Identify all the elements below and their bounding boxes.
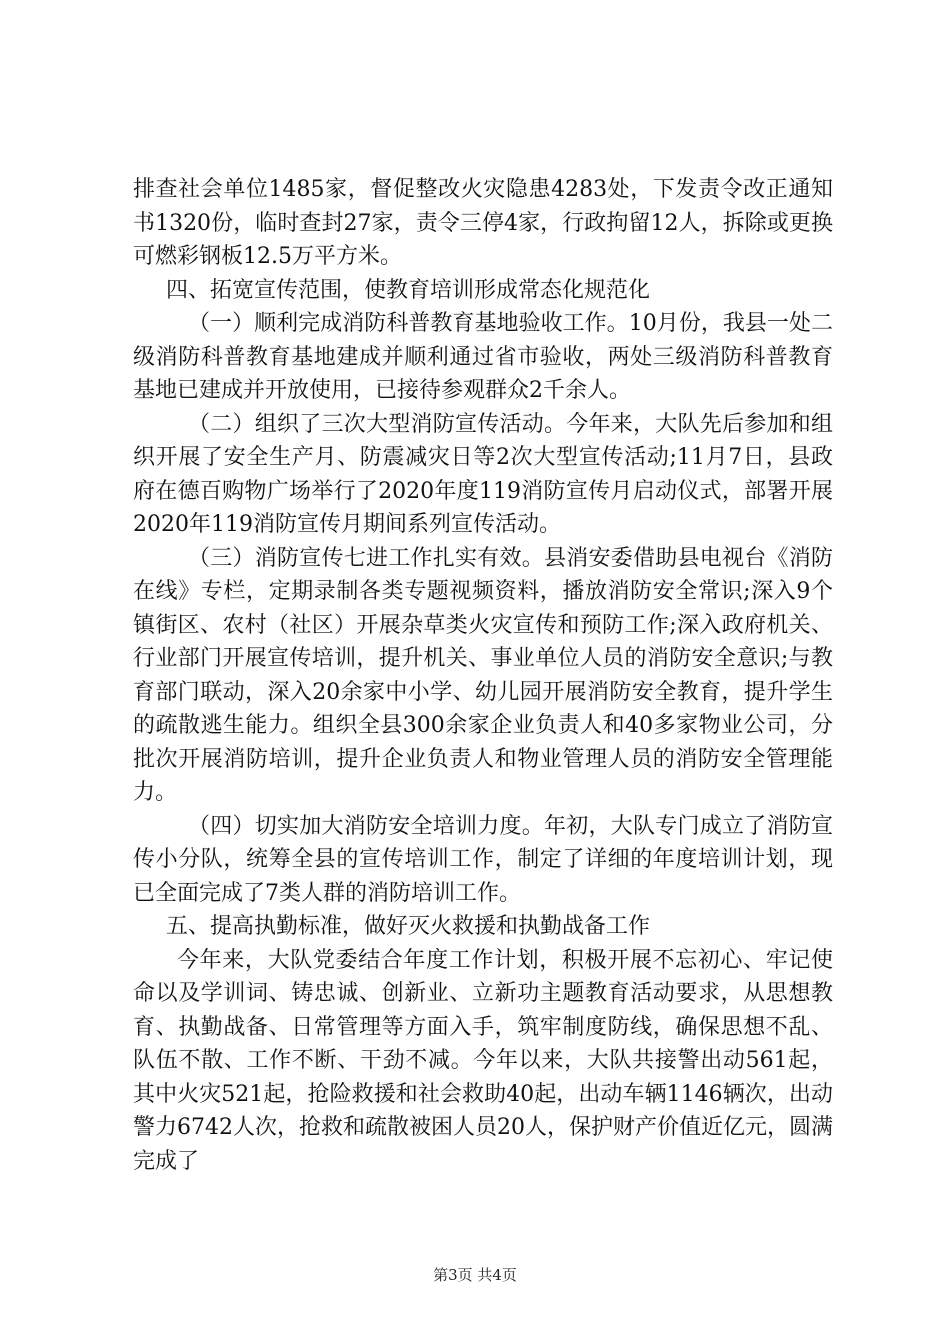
section-heading-duty: 五、提高执勤标准，做好灭火救援和执勤战备工作 bbox=[166, 914, 651, 939]
paragraph-education-base: （一）顺利完成消防科普教育基地验收工作。10月份，我县一处二级消防科普教育基地建成并顺利通过省市验收，两处三级消防科普教育基地已建成并开放使用，已接待参观群众2千余人。 bbox=[133, 311, 833, 403]
document-body bbox=[133, 173, 833, 1178]
paragraph-seven-entries: （三）消防宣传七进工作扎实有效。县消安委借助县电视台《消防在线》专栏，定期录制各类专题视频资料，播放消防安全常识;深入9个镇街区、农村（社区）开展杂草类火灾宣传和预防工作;深入政府机关、行业部门开展宣传培训，提升机关、事业单位人员的消防安全意识;与教育部门联动，深入20余家中小学、幼儿园开展消防安全教育，提升学生的疏散逃生能力。组织全县300余家企业负责人和40多家物业公司，分批次开展消防培训，提升企业负责人和物业管理人员的消防安全管理能力。 bbox=[133, 545, 833, 805]
paragraph-publicity-campaigns: （二）组织了三次大型消防宣传活动。今年来，大队先后参加和组织开展了安全生产月、防震减灾日等2次大型宣传活动;11月7日，县政府在德百购物广场举行了2020年度119消防宣传月启动仪式，部署开展2020年119消防宣传月期间系列宣传活动。 bbox=[133, 411, 833, 537]
paragraph-training: （四）切实加大消防安全培训力度。年初，大队专门成立了消防宣传小分队，统筹全县的宣传培训工作，制定了详细的年度培训计划，现已全面完成了7类人群的消防培训工作。 bbox=[133, 813, 833, 906]
paragraph-duty-summary: 今年来，大队党委结合年度工作计划，积极开展不忘初心、牢记使命以及学训词、铸忠诚、创新业、立新功主题教育活动要求，从思想教育、执勤战备、日常管理等方面入手，筑牢制度防线，确保思想不乱、队伍不散、工作不断、干劲不减。今年以来，大队共接警出动561起，其中火灾521起，抢险救援和社会救助40起，出动车辆1146辆次，出动警力6742人次，抢救和疏散被困人员20人，保护财产价值近亿元，圆满完成了 bbox=[133, 947, 833, 1174]
page-footer: 第3页 共4页 bbox=[433, 1266, 517, 1284]
section-heading-publicity: 四、拓宽宣传范围，使教育培训形成常态化规范化 bbox=[166, 277, 651, 303]
paragraph-statistics-continued: 排查社会单位1485家，督促整改火灾隐患4283处，下发责令改正通知书1320份，临时查封27家，责令三停4家，行政拘留12人，拆除或更换可燃彩钢板12.5万平方米。 bbox=[133, 177, 833, 269]
